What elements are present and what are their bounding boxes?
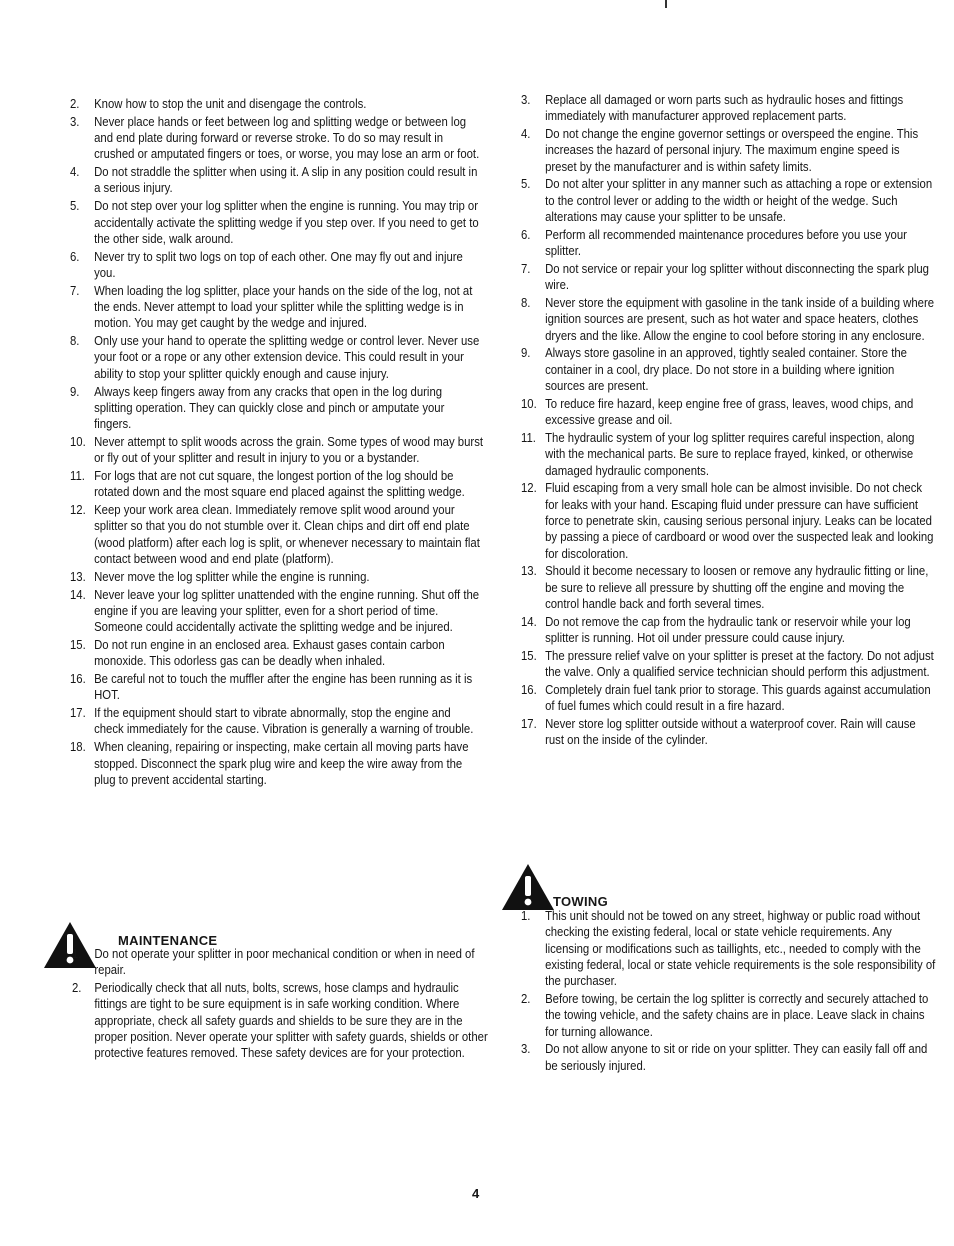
right-column — [521, 92, 935, 750]
list-item: 17. Never store log splitter outside without a waterproof cover. Rain will cause rust on the inside of the cylinder. — [521, 715, 916, 748]
list-item: 13. Should it become necessary to loosen or remove any hydraulic fitting or line, be sure to relieve all pressure by shutting off the engine and moving the control handle back and forth several times. — [521, 563, 929, 611]
list-item: 12. Keep your work area clean. Immediately remove split wood around your splitter so that you do not stumble over it. Clean chips and dirt off end plate (wood platform) after each log is split, or whenever necessary to maintain flat contact between wood and end plate (platform). — [70, 502, 480, 567]
list-item: 7. When loading the log splitter, place your hands on the side of the log, not at the ends. Never attempt to load your splitter while the splitting wedge is in motion. You may get caught by the wedge and injured. — [70, 282, 473, 331]
list-item: 9. Always keep fingers away from any cracks that open in the log during splitting operation. They can quickly close and pinch or amputate your fingers. — [70, 383, 445, 432]
list-item: 5. Do not alter your splitter in any manner such as attaching a rope or extension to the control lever or adding to the width or height of the wedge. Such alterations may cause your splitter to be unsafe. — [521, 176, 933, 225]
list-item: 14. Do not remove the cap from the hydraulic tank or reservoir while your log splitter is running. Hot oil under pressure could cause injury. — [521, 613, 911, 645]
list-item: 4. Do not change the engine governor settings or overspeed the engine. This increases the hazard of personal injury. The maximum engine speed is preset by the manufacturer and is within safety limits. — [521, 126, 919, 174]
list-item: 2. Periodically check that all nuts, bolts, screws, hose clamps and hydraulic fittings are tight to be sure equipment is in safe working condition. Where appropriate, check all safety guards and shields to be sure they are in the proper position. Never operate your splitter with safety guards, shields or other protective features removed. These safety devices are for your protection. — [72, 980, 488, 1061]
list-item: 8. Only use your hand to operate the splitting wedge or control lever. Never use your foot or a rope or any other extension device. This could result in your ability to stop your splitter quickly enough and cause injury. — [70, 333, 480, 381]
safety-list-right — [521, 92, 935, 749]
list-item: 3. Never place hands or feet between log and splitting wedge or between log and end plate during forward or reverse stroke. To do so may result in crushed or amputated fingers or toes, or worse, you may lose an arm or foot. — [70, 113, 480, 162]
list-item: 15. Do not run engine in an enclosed area. Exhaust gases contain carbon monoxide. This odorless gas can be deadly when inhaled. — [70, 637, 445, 669]
list-item: 6. Never try to split two logs on top of each other. One may fly out and injure you. — [70, 248, 463, 280]
list-item: 4. Do not straddle the splitter when using it. A slip in any position could result in a serious injury. — [70, 164, 478, 196]
list-item: 7. Do not service or repair your log splitter without disconnecting the spark plug wire. — [521, 260, 929, 293]
list-item: 15. The pressure relief valve on your splitter is preset at the factory. Do not adjust the valve. Only a qualified service technician should perform this adjustment. — [521, 647, 934, 680]
list-item: 2. Know how to stop the unit and disengage the controls. — [70, 96, 367, 111]
list-item: 12. Fluid escaping from a very small hole can be almost invisible. Do not check for leaks with your hand. Escaping fluid under pressure can have sufficient force to penetrate skin, causing serious personal injury. Leaks can be located by passing a piece of cardboard or wood over the suspected leak and looking for discoloration. — [521, 480, 934, 561]
list-item: 14. Never leave your log splitter unattended with the engine running. Shut off the engine if you are leaving your splitter, even for a short period of time. Someone could accidentally activate the splitting wedge and be injured. — [70, 586, 480, 635]
maintenance-title: MAINTENANCE — [118, 933, 218, 948]
list-item: 1. This unit should not be towed on any street, highway or public road without checking the existing federal, local or state vehicle requirements. Any licensing or modifications such as taillights, etc., needed to comply with the existing federal, local or state vehicle requirements is the sole responsibility of the purchaser. — [521, 908, 936, 989]
list-item: 10. Never attempt to split woods across the grain. Some types of wood may burst or fly out of your splitter and result in injury to you or a bystander. — [70, 433, 484, 466]
list-item: 5. Do not step over your log splitter when the engine is running. You may trip or accidentally activate the splitting wedge if you step over. If you need to get to the other side, walk around. — [70, 198, 479, 246]
towing-section — [521, 908, 936, 1075]
list-item: 2. Before towing, be certain the log splitter is correctly and securely attached to the towing vehicle, and the safety chains are in place. Leave slack in chains for turning allowance. — [521, 990, 929, 1039]
list-item: 17. If the equipment should start to vibrate abnormally, stop the engine and check immediately for the cause. Vibration is generally a warning of trouble. — [70, 705, 474, 737]
maintenance-section — [72, 946, 488, 1063]
warning-triangle-icon — [500, 862, 556, 912]
list-item: 11. For logs that are not cut square, the longest portion of the log should be rotated down and the most square end placed against the splitting wedge. — [70, 468, 465, 500]
list-item: 11. The hydraulic system of your log splitter requires careful inspection, along with the mechanical parts. Be sure to replace frayed, kinked, or otherwise damaged hydraulic components. — [521, 429, 915, 478]
list-item: 9. Always store gasoline in an approved, tightly sealed container. Store the container in a cool, dry place. Do not store in a building where ignition sources are present. — [521, 345, 907, 394]
list-item: 18. When cleaning, repairing or inspecting, make certain all moving parts have stopped. Disconnect the spark plug wire and keep the wire away from the plug to prevent accidental starting. — [70, 739, 469, 787]
list-item: 6. Perform all recommended maintenance procedures before you use your splitter. — [521, 226, 907, 259]
scan-mark — [665, 0, 667, 8]
list-item: 3. Replace all damaged or worn parts such as hydraulic hoses and fittings immediately with manufacturer approved replacement parts. — [521, 92, 904, 124]
list-item: 1. Do not operate your splitter in poor mechanical condition or when in need of repair. — [72, 946, 475, 978]
list-item: 3. Do not allow anyone to sit or ride on your splitter. They can easily fall off and be seriously injured. — [521, 1041, 928, 1073]
towing-title: TOWING — [553, 894, 608, 909]
list-item: 16. Completely drain fuel tank prior to storage. This guards against accumulation of fuel fumes which could result in a fire hazard. — [521, 681, 931, 714]
page-number: 4 — [472, 1186, 480, 1201]
left-column — [70, 96, 484, 790]
maintenance-list — [72, 946, 488, 1062]
list-item: 8. Never store the equipment with gasoline in the tank inside of a building where ignition sources are present, such as hot water and space heaters, clothes dryers and the like. Allow the engine to cool before storing in any enclosure. — [521, 295, 935, 343]
list-item: 16. Be careful not to touch the muffler after the engine has been running as it is HOT. — [70, 671, 473, 703]
towing-list — [521, 908, 936, 1074]
safety-list-left — [70, 96, 484, 788]
towing-warning — [500, 862, 556, 912]
list-item: 10. To reduce fire hazard, keep engine free of grass, leaves, wood chips, and excessive grease and oil. — [521, 395, 914, 428]
list-item: 13. Never move the log splitter while the engine is running. — [70, 568, 370, 584]
